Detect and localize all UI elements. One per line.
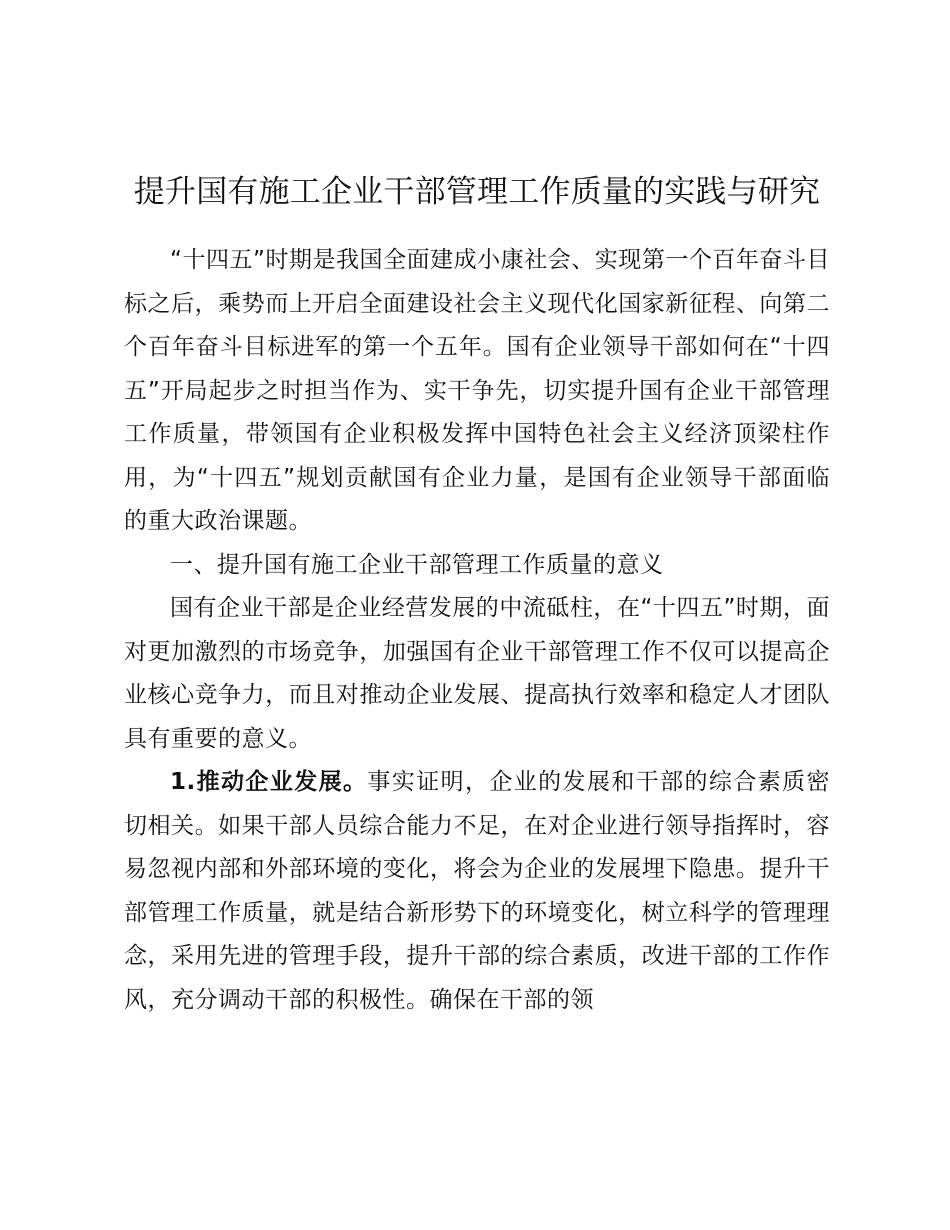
document-body [124, 239, 830, 1022]
document-page [124, 168, 830, 1022]
section-paragraph: 国有企业干部是企业经营发展的中流砥柱，在“十四五”时期，面对更加激烈的市场竞争，加强国有企业干部管理工作不仅可以提高企业核心竞争力，而且对推动企业发展、提高执行效率和稳定人才团队具有重要的意义。 [124, 595, 830, 752]
point-paragraph [124, 761, 830, 1022]
point-heading: 1.推动企业发展。 [170, 769, 368, 795]
point-text: 事实证明，企业的发展和干部的综合素质密切相关。如果干部人员综合能力不足，在对企业进行领导指挥时，容易忽视内部和外部环境的变化，将会为企业的发展埋下隐患。提升干部管理工作质量，就是结合新形势下的环境变化，树立科学的管理理念，采用先进的管理手段，提升干部的综合素质，改进干部的工作作风，充分调动干部的积极性。确保在干部的领 [124, 769, 831, 1013]
section-heading: 一、提升国有施工企业干部管理工作质量的意义 [170, 551, 664, 578]
document-title: 提升国有施工企业干部管理工作质量的实践与研究 [133, 174, 821, 210]
intro-paragraph: “十四五”时期是我国全面建成小康社会、实现第一个百年奋斗目标之后，乘势而上开启全面建设社会主义现代化国家新征程、向第二个百年奋斗目标进军的第一个五年。国有企业领导干部如何在“十四五”开局起步之时担当作为、实干争先，切实提升国有企业干部管理工作质量，带领国有企业积极发挥中国特色社会主义经济顶梁柱作用，为“十四五”规划贡献国有企业力量，是国有企业领导干部面临的重大政治课题。 [124, 247, 830, 534]
